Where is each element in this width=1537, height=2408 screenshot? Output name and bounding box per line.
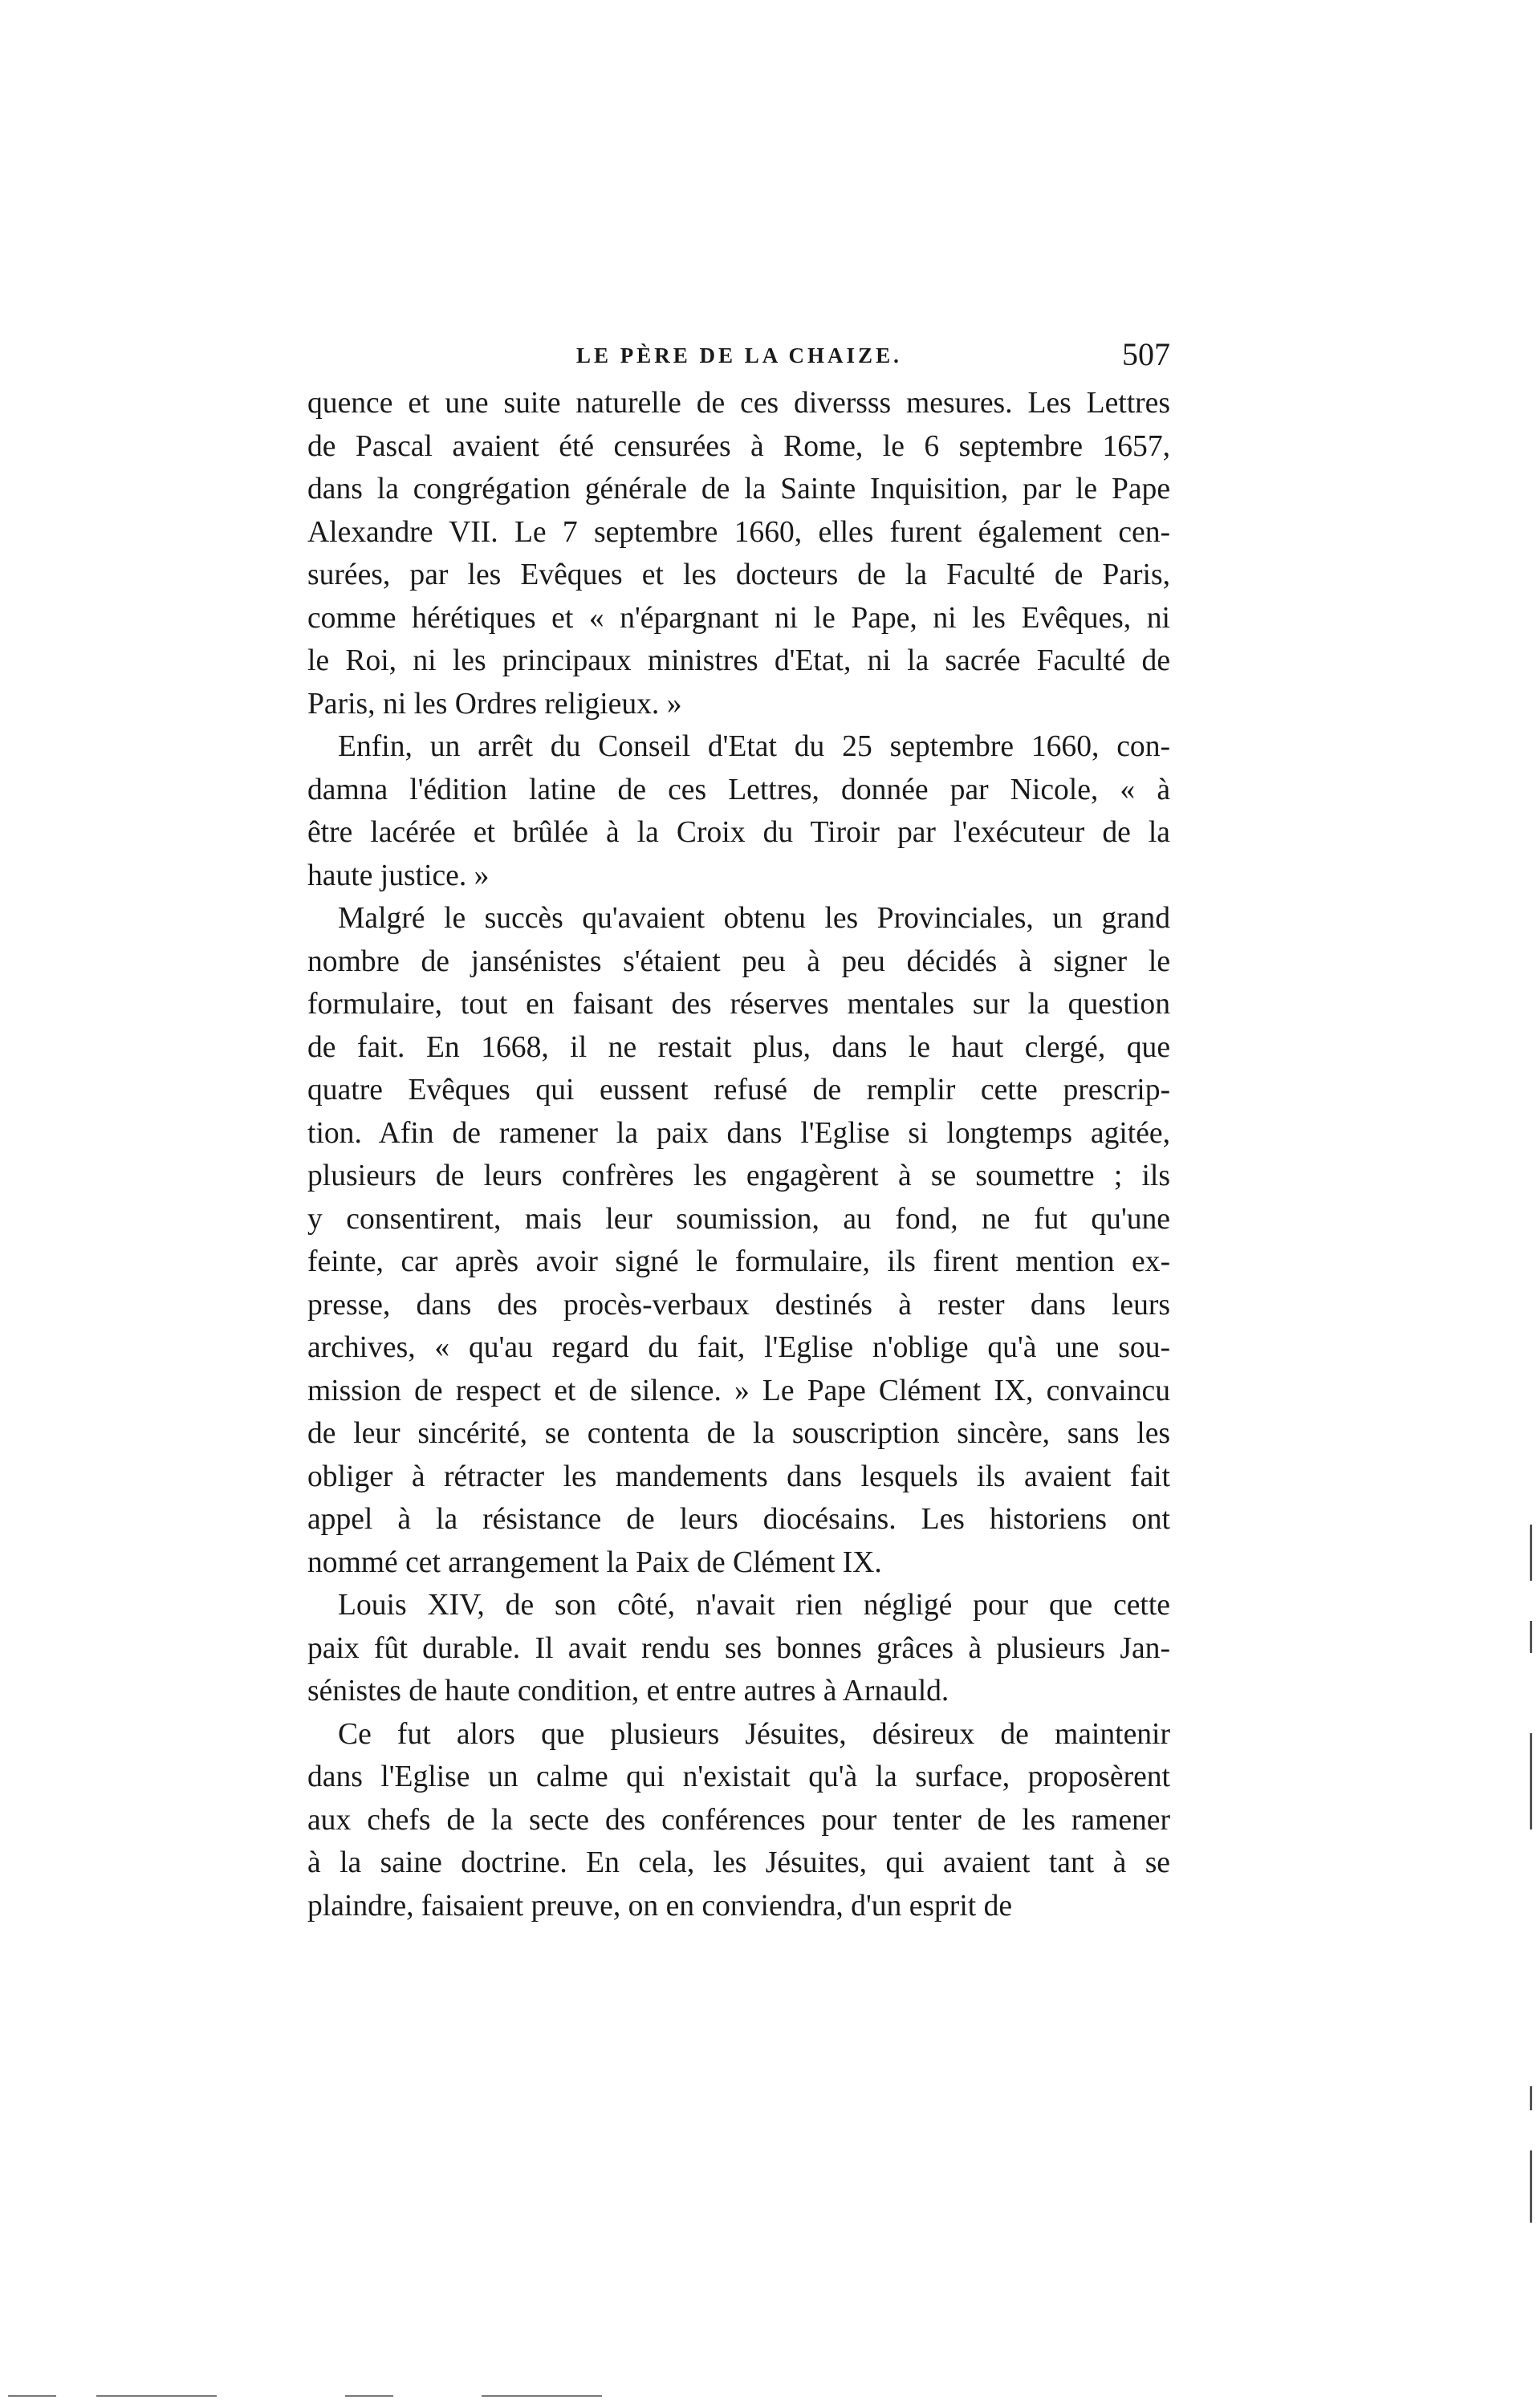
text-line: dans la congrégation générale de la Sainte Inquisition, par le Pape: [307, 473, 1170, 506]
text-line: mission de respect et de silence. » Le Pape Clément IX, convaincu: [307, 1374, 1170, 1407]
text-line: de leur sincérité, se contenta de la souscription sincère, sans les: [307, 1417, 1170, 1450]
scan-footer-marks: [0, 2395, 1537, 2400]
text-line: Alexandre VII. Le 7 septembre 1660, elles furent également cen-: [307, 515, 1170, 549]
text-line: Paris, ni les Ordres religieux. »: [307, 687, 682, 721]
text-line: Ce fut alors que plusieurs Jésuites, désireux de maintenir: [338, 1717, 1170, 1751]
paragraph: [307, 725, 1170, 897]
text-line: comme hérétiques et « n'épargnant ni le Pape, ni les Evêques, ni: [307, 601, 1170, 635]
paragraph: [307, 897, 1170, 1584]
text-line: feinte, car après avoir signé le formulaire, ils firent mention ex-: [307, 1245, 1170, 1278]
text-line: obliger à rétracter les mandements dans lesquels ils avaient fait: [307, 1460, 1170, 1493]
text-line: Malgré le succès qu'avaient obtenu les Provinciales, un grand: [338, 902, 1170, 935]
text-line: appel à la résistance de leurs diocésains. Les historiens ont: [307, 1503, 1170, 1536]
text-line: formulaire, tout en faisant des réserves mentales sur la question: [307, 988, 1170, 1021]
paragraph: [307, 382, 1170, 725]
text-line: surées, par les Evêques et les docteurs de la Faculté de Paris,: [307, 558, 1170, 591]
text-line: plusieurs de leurs confrères les engagèrent à se soumettre ; ils: [307, 1159, 1170, 1192]
text-line: nombre de jansénistes s'étaient peu à peu décidés à signer le: [307, 944, 1170, 978]
text-line: haute justice. »: [307, 859, 490, 892]
text-line: tion. Afin de ramener la paix dans l'Eglise si longtemps agitée,: [307, 1116, 1170, 1150]
paragraph: [307, 1713, 1170, 1928]
paragraph: [307, 1584, 1170, 1713]
text-line: quence et une suite naturelle de ces diversss mesures. Les Lettres: [307, 387, 1170, 420]
text-line: à la saine doctrine. En cela, les Jésuites, qui avaient tant à se: [307, 1846, 1170, 1879]
text-line: archives, « qu'au regard du fait, l'Eglise n'oblige qu'à une sou-: [307, 1331, 1170, 1364]
text-line: de fait. En 1668, il ne restait plus, dans le haut clergé, que: [307, 1030, 1170, 1064]
running-title: LE PÈRE DE LA CHAIZE.: [576, 343, 902, 367]
scan-edge-marks: [1530, 1525, 1533, 2287]
text-line: sénistes de haute condition, et entre autres à Arnauld.: [307, 1675, 949, 1708]
text-line: quatre Evêques qui eussent refusé de remplir cette prescrip-: [307, 1074, 1170, 1107]
page-number: 507: [1122, 336, 1170, 372]
text-line: presse, dans des procès-verbaux destinés à rester dans leurs: [307, 1288, 1170, 1322]
text-line: nommé cet arrangement la Paix de Clément IX.: [307, 1545, 882, 1579]
text-line: être lacérée et brûlée à la Croix du Tiroir par l'exécuteur de la: [307, 816, 1170, 849]
page-header: [307, 335, 1170, 384]
text-line: damna l'édition latine de ces Lettres, donnée par Nicole, « à: [307, 773, 1170, 806]
text-line: aux chefs de la secte des conférences pour tenter de les ramener: [307, 1803, 1170, 1837]
text-line: plaindre, faisaient preuve, on en conviendra, d'un esprit de: [307, 1889, 1013, 1923]
text-line: paix fût durable. Il avait rendu ses bonnes grâces à plusieurs Jan-: [307, 1631, 1170, 1665]
text-line: Louis XIV, de son côté, n'avait rien négligé pour que cette: [338, 1589, 1170, 1622]
text-line: de Pascal avaient été censurées à Rome, le 6 septembre 1657,: [307, 429, 1170, 463]
text-line: Enfin, un arrêt du Conseil d'Etat du 25 septembre 1660, con-: [338, 730, 1170, 763]
text-line: dans l'Eglise un calme qui n'existait qu'à la surface, proposèrent: [307, 1760, 1170, 1793]
text-line: y consentirent, mais leur soumission, au fond, ne fut qu'une: [307, 1202, 1170, 1236]
body-text: [307, 382, 1170, 1927]
text-line: le Roi, ni les principaux ministres d'Etat, ni la sacrée Faculté de: [307, 644, 1170, 677]
